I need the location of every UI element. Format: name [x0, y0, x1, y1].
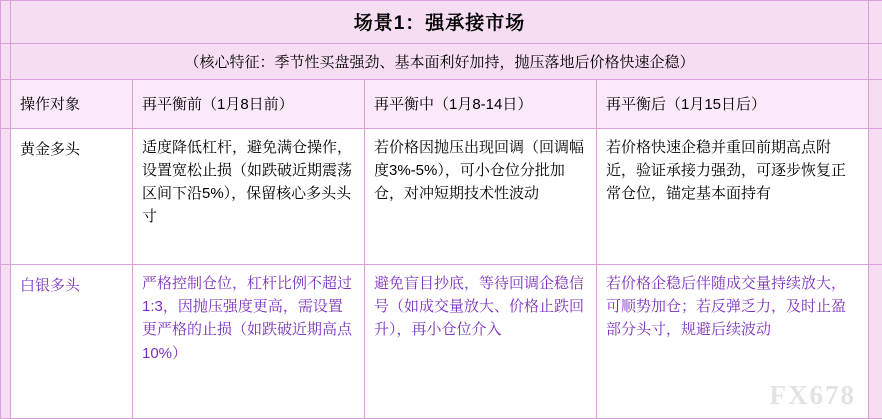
- right-edge-cell: [869, 79, 882, 128]
- row-label-silver: 白银多头: [11, 264, 133, 418]
- right-edge-cell: [869, 43, 882, 79]
- right-edge-cell: [869, 128, 882, 264]
- cell-gold-during: 若价格因抛压出现回调（回调幅度3%-5%），可小仓位分批加仓，对冲短期技术性波动: [365, 128, 597, 264]
- title-row: [1, 1, 882, 44]
- right-edge-cell: [869, 1, 882, 44]
- left-edge-cell: [1, 1, 11, 44]
- document-subtitle: （核心特征：季节性买盘强劲、基本面利好加持，抛压落地后价格快速企稳）: [11, 43, 869, 79]
- cell-gold-after: 若价格快速企稳并重回前期高点附近，验证承接力强劲，可逐步恢复正常仓位，锚定基本面持有: [597, 128, 869, 264]
- table-row-silver: [1, 264, 882, 418]
- left-edge-cell: [1, 43, 11, 79]
- right-edge-cell: [869, 264, 882, 418]
- column-header-before: 再平衡前（1月8日前）: [133, 79, 365, 128]
- document-title: 场景1：强承接市场: [11, 1, 869, 44]
- header-row: [1, 79, 882, 128]
- cell-silver-during: 避免盲目抄底，等待回调企稳信号（如成交量放大、价格止跌回升），再小仓位介入: [365, 264, 597, 418]
- cell-silver-before: 严格控制仓位，杠杆比例不超过1:3，因抛压强度更高，需设置更严格的止损（如跌破近期高点10%）: [133, 264, 365, 418]
- table-row-gold: [1, 128, 882, 264]
- left-edge-cell: [1, 264, 11, 418]
- column-header-subject: 操作对象: [11, 79, 133, 128]
- left-edge-cell: [1, 128, 11, 264]
- watermark-logo: FX678: [769, 380, 856, 410]
- row-label-gold: 黄金多头: [11, 128, 133, 264]
- cell-silver-after: 若价格企稳后伴随成交量持续放大，可顺势加仓；若反弹乏力，及时止盈部分头寸，规避后续波动: [597, 264, 869, 418]
- column-header-during: 再平衡中（1月8-14日）: [365, 79, 597, 128]
- cell-gold-before: 适度降低杠杆，避免满仓操作，设置宽松止损（如跌破近期震荡区间下沿5%），保留核心多头头寸: [133, 128, 365, 264]
- column-header-after: 再平衡后（1月15日后）: [597, 79, 869, 128]
- left-edge-cell: [1, 79, 11, 128]
- subtitle-row: [1, 43, 882, 79]
